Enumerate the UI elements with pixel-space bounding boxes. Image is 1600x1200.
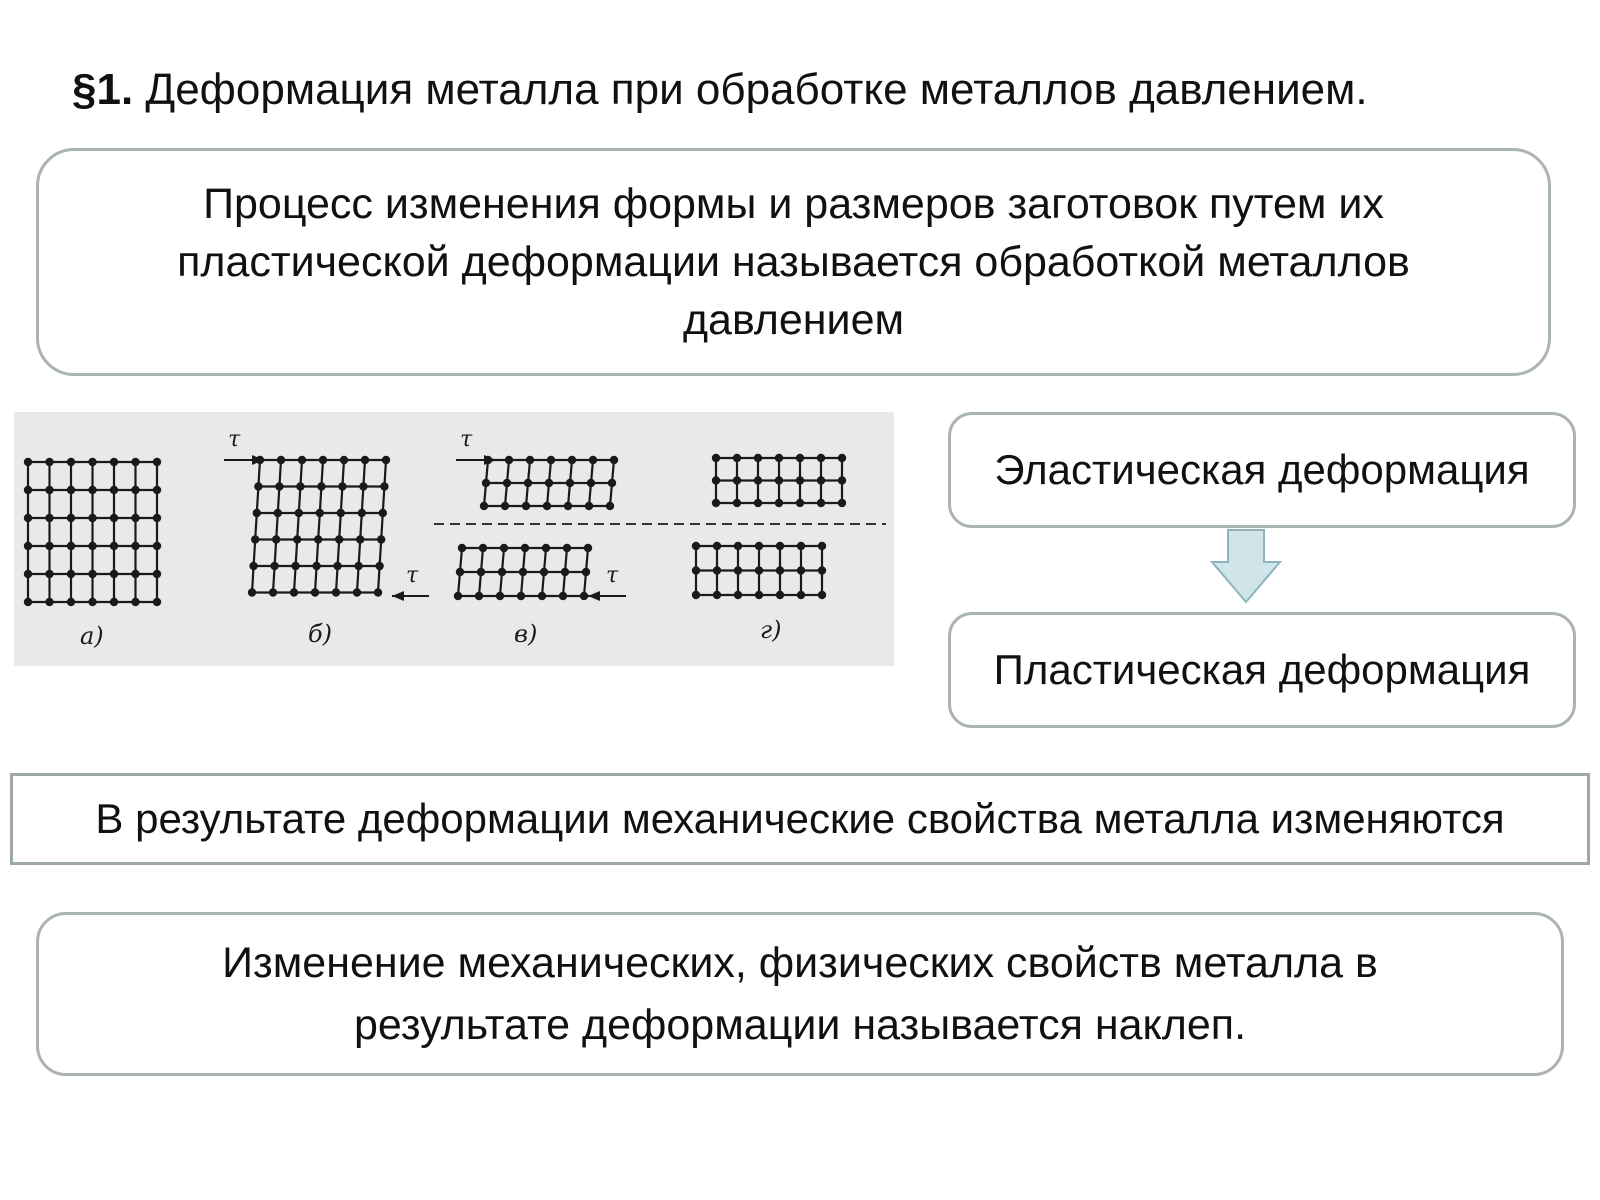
page-title [72,62,1572,118]
lattice-atom [45,598,53,606]
lattice-atom [24,570,32,578]
lattice-atom [584,544,592,552]
result-statement: В результате деформации механические свойства металла изменяются [95,795,1505,842]
lattice-atom [589,456,597,464]
lattice-atom [337,509,345,517]
lattice-atom [382,456,390,464]
lattice-atom [253,509,261,517]
lattice-atom [580,592,588,600]
lattice-atom [776,542,784,550]
definition-box-work-hardening [36,912,1564,1076]
lattice-atom [311,588,319,596]
lattice-atom [314,535,322,543]
lattice-atom [838,499,846,507]
lattice-atom [559,592,567,600]
lattice-atom [498,568,506,576]
lattice-atom [479,544,487,552]
lattice-atom [153,570,161,578]
lattice-atom [312,562,320,570]
panel-label: г) [760,616,782,644]
lattice-atom [524,479,532,487]
shear-stress-symbol: τ [460,427,473,452]
lattice-atom [110,486,118,494]
lattice-atom [374,588,382,596]
lattice-atom [712,499,720,507]
lattice-atom [24,514,32,522]
lattice-atom [692,542,700,550]
definition-line: давлением [682,296,905,344]
lattice-atom [45,570,53,578]
lattice-atom [67,570,75,578]
lattice-atom [356,535,364,543]
lattice-atom [587,479,595,487]
lattice-atom [375,562,383,570]
lattice-atom [110,542,118,550]
lattice-atom [712,454,720,462]
lattice-atom [88,598,96,606]
lattice-atom [482,479,490,487]
definition-text [222,932,1378,1056]
lattice-atom [563,544,571,552]
lattice-atom [293,535,301,543]
lattice-atom [838,476,846,484]
lattice-atom [754,476,762,484]
lattice-atom [818,566,826,574]
lattice-atom [733,454,741,462]
definition-line: пластической деформации называется обработкой металлов [177,238,1410,286]
lattice-atom [67,598,75,606]
lattice-atom [24,458,32,466]
lattice-atom [110,458,118,466]
lattice-atom [475,592,483,600]
definition-text [177,175,1410,349]
lattice-atom [335,535,343,543]
lattice-atom [24,598,32,606]
lattice-atom [796,499,804,507]
lattice-atom [540,568,548,576]
lattice-atom [526,456,534,464]
shear-stress-symbol: τ [606,563,619,588]
lattice-atom [377,535,385,543]
lattice-atom [333,562,341,570]
lattice-atom [477,568,485,576]
lattice-atom [296,482,304,490]
lattice-atom [522,502,530,510]
lattice-atom [67,514,75,522]
lattice-atom [251,535,259,543]
lattice-atom [692,566,700,574]
plastic-deformation-box [948,612,1576,728]
lattice-atom [734,591,742,599]
lattice-atom [338,482,346,490]
definition-box-pressure-working [36,148,1551,376]
lattice-atom [776,591,784,599]
lattice-atom [566,479,574,487]
lattice-atom [248,588,256,596]
lattice-atom [359,482,367,490]
lattice-atom [500,544,508,552]
lattice-atom [818,591,826,599]
lattice-atom [503,479,511,487]
lattice-atom [543,502,551,510]
lattice-atom [131,486,139,494]
lattice-atom [505,456,513,464]
lattice-atom [153,542,161,550]
lattice-atom [332,588,340,596]
lattice-atom [561,568,569,576]
lattice-atom [456,568,464,576]
lattice-atom [817,454,825,462]
lattice-atom [275,482,283,490]
lattice-atom [45,542,53,550]
lattice-atom [153,486,161,494]
section-number: §1. [72,65,134,114]
lattice-atom [519,568,527,576]
lattice-atom [291,562,299,570]
lattice-atom [272,535,280,543]
lattice-atom [67,486,75,494]
shear-stress-symbol: τ [228,427,241,452]
lattice-atom [754,499,762,507]
lattice-atom [131,598,139,606]
lattice-atom [754,454,762,462]
lattice-atom [755,591,763,599]
lattice-atom [88,570,96,578]
lattice-atom [568,456,576,464]
lattice-atom [67,458,75,466]
lattice-deformation-figure [14,412,894,666]
lattice-atom [610,456,618,464]
definition-line: Процесс изменения формы и размеров заготовок путем их [203,180,1384,228]
elastic-deformation-box [948,412,1576,528]
lattice-atom [480,502,488,510]
lattice-atom [775,476,783,484]
lattice-atom [797,542,805,550]
lattice-atom [277,456,285,464]
lattice-atom [501,502,509,510]
lattice-atom [131,542,139,550]
definition-line: результате деформации называется наклеп. [353,1001,1247,1049]
definition-line: Изменение механических, физических свойств металла в [222,939,1378,987]
lattice-atom [755,542,763,550]
lattice-atom [88,486,96,494]
lattice-atom [45,458,53,466]
lattice-atom [290,588,298,596]
lattice-atom [45,514,53,522]
lattice-atom [67,542,75,550]
lattice-atom [755,566,763,574]
lattice-atom [542,544,550,552]
lattice-atom [153,514,161,522]
lattice-atom [340,456,348,464]
lattice-atom [713,542,721,550]
lattice-atom [547,456,555,464]
shear-stress-symbol: τ [406,563,419,588]
panel-label: в) [514,620,538,648]
lattice-atom [564,502,572,510]
lattice-atom [110,598,118,606]
down-arrow-shape [1212,530,1280,602]
lattice-atom [110,570,118,578]
lattice-atom [45,486,53,494]
lattice-atom [88,458,96,466]
lattice-atom [797,566,805,574]
lattice-atom [88,542,96,550]
lattice-atom [692,591,700,599]
lattice-atom [606,502,614,510]
lattice-atom [153,458,161,466]
lattice-atom [775,454,783,462]
lattice-atom [24,542,32,550]
lattice-atom [358,509,366,517]
lattice-atom [496,592,504,600]
lattice-atom [254,482,262,490]
lattice-atom [131,570,139,578]
lattice-atom [538,592,546,600]
lattice-atom [545,479,553,487]
lattice-atom [521,544,529,552]
lattice-atom [379,509,387,517]
result-statement-box [10,773,1590,865]
lattice-atom [316,509,324,517]
lattice-atom [838,454,846,462]
lattice-atom [517,592,525,600]
plastic-deformation-label: Пластическая деформация [993,646,1531,693]
down-arrow-icon [1208,528,1284,606]
lattice-atom [712,476,720,484]
lattice-atom [131,514,139,522]
lattice-atom [153,598,161,606]
lattice-atom [458,544,466,552]
lattice-atom [295,509,303,517]
lattice-atom [713,566,721,574]
lattice-atom [110,514,118,522]
panel-label: б) [308,620,333,648]
lattice-atom [353,588,361,596]
lattice-atom [274,509,282,517]
lattice-atom [317,482,325,490]
lattice-atom [88,514,96,522]
lattice-atom [733,499,741,507]
lattice-atom [775,499,783,507]
lattice-atom [797,591,805,599]
lattice-atom [361,456,369,464]
lattice-atom [796,476,804,484]
lattice-atom [608,479,616,487]
lattice-atom [298,456,306,464]
lattice-atom [24,486,32,494]
lattice-atom [796,454,804,462]
lattice-atom [270,562,278,570]
lattice-atom [585,502,593,510]
title-text: Деформация металла при обработке металлов давлением. [145,65,1368,114]
lattice-atom [249,562,257,570]
lattice-atom [713,591,721,599]
panel-label: а) [80,622,104,650]
lattice-atom [818,542,826,550]
lattice-atom [734,542,742,550]
lattice-atom [354,562,362,570]
lattice-atom [817,499,825,507]
lattice-atom [319,456,327,464]
lattice-atom [131,458,139,466]
lattice-atom [776,566,784,574]
lattice-atom [733,476,741,484]
lattice-atom [269,588,277,596]
lattice-atom [380,482,388,490]
lattice-atom [734,566,742,574]
elastic-deformation-label: Эластическая деформация [994,446,1530,493]
lattice-atom [454,592,462,600]
lattice-atom [582,568,590,576]
lattice-atom [817,476,825,484]
